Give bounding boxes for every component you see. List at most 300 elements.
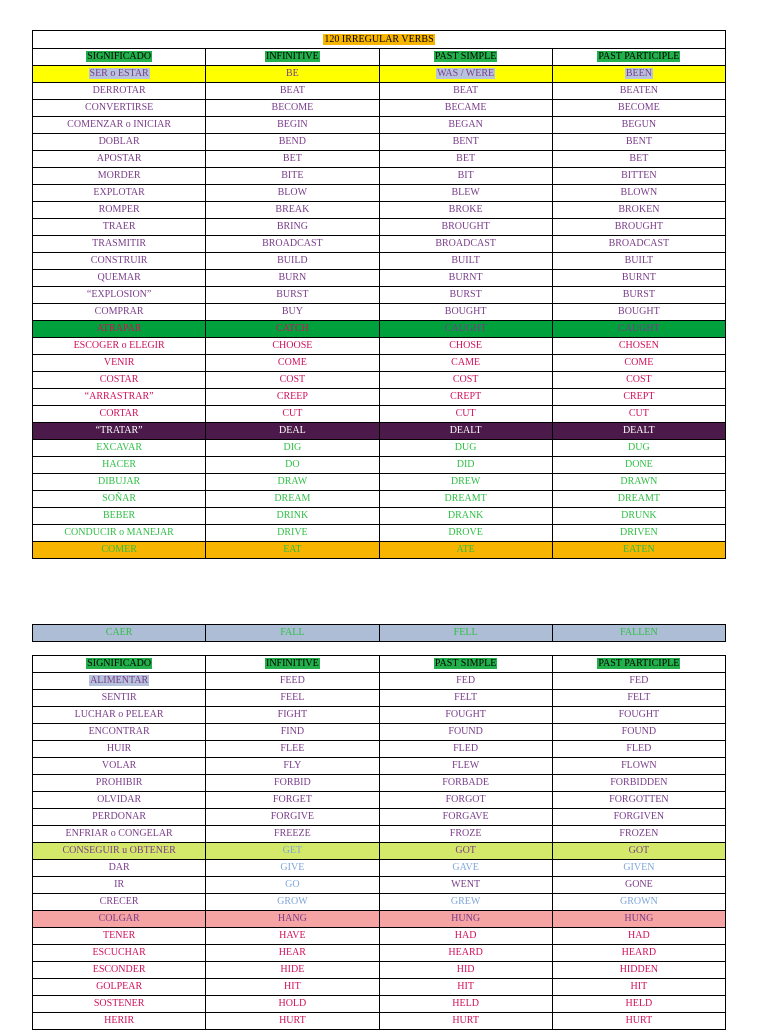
verb-cell-past-participle	[552, 826, 725, 843]
verb-text: FOUGHT	[618, 709, 660, 720]
verb-cell-past-participle	[552, 945, 725, 962]
verb-cell-past-simple	[379, 741, 552, 758]
verb-cell-infinitive	[206, 151, 379, 168]
verb-text: SENTIR	[101, 692, 137, 703]
verb-cell-past-simple	[379, 474, 552, 491]
verb-text: DERROTAR	[92, 85, 146, 96]
verb-text: FORBADE	[442, 777, 489, 788]
verb-row	[33, 690, 726, 707]
verb-cell-significado	[33, 758, 206, 775]
verb-text: LUCHAR o PELEAR	[74, 709, 164, 720]
verb-cell-past-simple	[379, 338, 552, 355]
verb-cell-significado	[33, 304, 206, 321]
header-past-simple: PAST SIMPLE	[434, 658, 497, 669]
verb-text: BURNT	[448, 272, 483, 283]
verb-cell-infinitive	[206, 877, 379, 894]
verb-text: BIT	[457, 170, 474, 181]
verb-cell-infinitive	[206, 219, 379, 236]
verb-row	[33, 996, 726, 1013]
verb-cell-past-simple	[379, 525, 552, 542]
verb-text: COLGAR	[98, 913, 140, 924]
verb-cell-significado	[33, 542, 206, 559]
verb-cell-past-participle	[552, 843, 725, 860]
verb-cell-significado	[33, 66, 206, 83]
verb-cell-past-participle	[552, 389, 725, 406]
verb-cell-infinitive	[206, 690, 379, 707]
verb-row	[33, 979, 726, 996]
verb-cell-past-simple	[379, 945, 552, 962]
verb-text: FREEZE	[274, 828, 311, 839]
verb-row	[33, 321, 726, 338]
verb-row	[33, 758, 726, 775]
verb-row	[33, 151, 726, 168]
verb-text: BET	[282, 153, 302, 164]
verb-text: FLEW	[452, 760, 480, 771]
verb-text: BROADCAST	[435, 238, 496, 249]
verb-text: FORGOT	[445, 794, 486, 805]
verb-cell-past-participle	[552, 168, 725, 185]
verb-cell-infinitive	[206, 508, 379, 525]
verb-text: BURN	[278, 272, 307, 283]
verb-text: FED	[629, 675, 649, 686]
verb-text: FLEE	[280, 743, 305, 754]
verb-row	[33, 707, 726, 724]
verb-text: FALL	[280, 627, 305, 638]
verb-text: OLVIDAR	[97, 794, 142, 805]
verb-row	[33, 962, 726, 979]
verb-text: VOLAR	[101, 760, 137, 771]
verb-cell-infinitive	[206, 168, 379, 185]
verb-text: APOSTAR	[96, 153, 142, 164]
verb-cell-significado	[33, 911, 206, 928]
verb-text: FLOWN	[621, 760, 657, 771]
verb-text: HIDE	[280, 964, 305, 975]
verb-cell-significado	[33, 117, 206, 134]
verb-cell-past-simple	[379, 304, 552, 321]
verb-row	[33, 673, 726, 690]
verb-cell-infinitive	[206, 707, 379, 724]
verb-cell-past-simple	[379, 775, 552, 792]
verb-cell-past-simple	[379, 219, 552, 236]
verb-cell-infinitive	[206, 253, 379, 270]
verb-cell-past-participle	[552, 690, 725, 707]
verb-text: FEED	[279, 675, 305, 686]
verb-text: COST	[626, 374, 652, 385]
verb-text: DRUNK	[621, 510, 657, 521]
verb-cell-infinitive	[206, 389, 379, 406]
verb-cell-significado	[33, 962, 206, 979]
verb-text: HACER	[102, 459, 137, 470]
verb-text: DO	[285, 459, 300, 470]
verb-row	[33, 809, 726, 826]
verb-text: EXCAVAR	[96, 442, 142, 453]
verb-cell-past-simple	[379, 1013, 552, 1030]
verb-row	[33, 792, 726, 809]
verb-cell-significado	[33, 287, 206, 304]
verb-text: DIBUJAR	[98, 476, 141, 487]
verb-cell-past-simple	[379, 877, 552, 894]
verb-text: HIDDEN	[619, 964, 659, 975]
verb-text: DRIVEN	[619, 527, 658, 538]
verb-cell-past-participle	[552, 134, 725, 151]
verb-cell-significado	[33, 625, 206, 642]
verb-text: HUNG	[451, 913, 481, 924]
verb-text: DRIVE	[277, 527, 308, 538]
verb-cell-past-participle	[552, 625, 725, 642]
verb-text: CORTAR	[99, 408, 139, 419]
verb-text: ATRAPAR	[96, 323, 142, 334]
verb-cell-infinitive	[206, 809, 379, 826]
verb-text: DREAMT	[444, 493, 487, 504]
verb-text: GOLPEAR	[96, 981, 143, 992]
verb-cell-past-participle	[552, 491, 725, 508]
verb-cell-past-participle	[552, 185, 725, 202]
verb-text: BEEN	[625, 68, 652, 79]
verb-text: COST	[279, 374, 306, 385]
verb-row	[33, 508, 726, 525]
verb-text: BUILT	[624, 255, 654, 266]
verb-text: FORGIVE	[270, 811, 315, 822]
verb-row	[33, 724, 726, 741]
verb-row	[33, 287, 726, 304]
verb-cell-significado	[33, 741, 206, 758]
verb-row	[33, 355, 726, 372]
verb-cell-significado	[33, 843, 206, 860]
verb-text: FORBIDDEN	[610, 777, 668, 788]
verb-text: BURST	[276, 289, 309, 300]
verb-text: CUT	[282, 408, 303, 419]
verb-text: BEBER	[103, 510, 136, 521]
verb-cell-infinitive	[206, 100, 379, 117]
verb-text: BUILT	[451, 255, 480, 266]
verb-cell-past-simple	[379, 843, 552, 860]
verb-cell-infinitive	[206, 372, 379, 389]
verb-cell-past-participle	[552, 219, 725, 236]
header-cell	[33, 656, 206, 673]
verb-row	[33, 406, 726, 423]
verb-text: COST	[452, 374, 479, 385]
fall-row-body	[33, 625, 726, 642]
verb-row	[33, 423, 726, 440]
verb-text: ESCONDER	[92, 964, 146, 975]
verb-text: BECOME	[271, 102, 314, 113]
verb-cell-past-simple	[379, 491, 552, 508]
verb-cell-past-participle	[552, 321, 725, 338]
verb-cell-infinitive	[206, 440, 379, 457]
verb-cell-past-simple	[379, 236, 552, 253]
verb-text: TENER	[103, 930, 136, 941]
verb-text: HOLD	[278, 998, 307, 1009]
verb-cell-past-participle	[552, 236, 725, 253]
verb-text: BUY	[281, 306, 303, 317]
verb-text: CONVERTIRSE	[84, 102, 154, 113]
verb-text: GIVE	[280, 862, 305, 873]
verb-text: TRASMITIR	[92, 238, 147, 249]
verb-cell-significado	[33, 508, 206, 525]
title-row	[33, 31, 726, 49]
verb-text: BROKEN	[618, 204, 660, 215]
verb-cell-past-simple	[379, 996, 552, 1013]
verb-text: ENFRIAR o CONGELAR	[65, 828, 173, 839]
verb-text: CONDUCIR o MANEJAR	[64, 527, 174, 538]
verb-text: HELD	[625, 998, 653, 1009]
verb-text: FLED	[626, 743, 652, 754]
verb-cell-significado	[33, 474, 206, 491]
verb-text: BEAT	[279, 85, 305, 96]
verb-cell-past-simple	[379, 372, 552, 389]
verb-row	[33, 338, 726, 355]
verb-text: PROHIBIR	[95, 777, 143, 788]
verb-cell-past-participle	[552, 877, 725, 894]
verb-cell-infinitive	[206, 338, 379, 355]
verb-row	[33, 928, 726, 945]
verb-text: IR	[114, 879, 125, 890]
verb-text: HAD	[628, 930, 650, 941]
verb-text: DID	[456, 459, 475, 470]
verb-cell-significado	[33, 151, 206, 168]
verb-cell-significado	[33, 1013, 206, 1030]
verb-text: HEARD	[621, 947, 657, 958]
verb-cell-past-participle	[552, 894, 725, 911]
verb-text: BECAME	[444, 102, 487, 113]
verb-cell-significado	[33, 724, 206, 741]
verb-cell-past-participle	[552, 979, 725, 996]
verb-cell-significado	[33, 792, 206, 809]
verb-text: FLY	[283, 760, 302, 771]
verb-cell-past-simple	[379, 979, 552, 996]
verb-cell-past-participle	[552, 253, 725, 270]
verb-text: HERIR	[104, 1015, 135, 1026]
verb-cell-past-participle	[552, 151, 725, 168]
verb-cell-past-participle	[552, 287, 725, 304]
verb-cell-significado	[33, 270, 206, 287]
verb-text: CAUGHT	[618, 323, 660, 334]
verb-text: FELL	[453, 627, 478, 638]
verb-cell-significado	[33, 491, 206, 508]
verb-cell-significado	[33, 100, 206, 117]
verb-cell-significado	[33, 809, 206, 826]
verb-text: DRANK	[447, 510, 484, 521]
verb-text: FLED	[453, 743, 479, 754]
verb-cell-significado	[33, 134, 206, 151]
verb-text: CONSTRUIR	[90, 255, 148, 266]
verb-text: EXPLOTAR	[93, 187, 145, 198]
verb-cell-past-simple	[379, 66, 552, 83]
verb-text: HANG	[277, 913, 307, 924]
verb-text: CHOSE	[449, 340, 483, 351]
verb-text: HUIR	[106, 743, 132, 754]
verb-text: SER o ESTAR	[89, 68, 149, 79]
verb-cell-significado	[33, 355, 206, 372]
verb-row	[33, 168, 726, 185]
verb-cell-infinitive	[206, 979, 379, 996]
verb-cell-significado	[33, 372, 206, 389]
verb-text: CUT	[455, 408, 476, 419]
verb-text: CONSEGUIR u OBTENER	[62, 845, 176, 856]
verb-text: BEGAN	[448, 119, 483, 130]
verb-cell-past-participle	[552, 474, 725, 491]
verb-text: DEALT	[449, 425, 482, 436]
verb-text: BROUGHT	[441, 221, 490, 232]
verb-text: HURT	[279, 1015, 306, 1026]
verb-cell-past-simple	[379, 202, 552, 219]
irregular-verbs-table-1	[32, 30, 726, 559]
verb-row	[33, 877, 726, 894]
verb-text: CREEP	[276, 391, 308, 402]
verb-cell-past-participle	[552, 1013, 725, 1030]
verb-text: FORGAVE	[442, 811, 489, 822]
verb-text: QUEMAR	[97, 272, 141, 283]
verb-text: MORDER	[97, 170, 141, 181]
verb-text: CREPT	[450, 391, 482, 402]
verb-cell-past-simple	[379, 168, 552, 185]
verb-cell-significado	[33, 423, 206, 440]
verb-cell-past-simple	[379, 724, 552, 741]
verb-cell-past-participle	[552, 423, 725, 440]
verb-cell-past-participle	[552, 270, 725, 287]
verb-cell-past-participle	[552, 673, 725, 690]
verb-cell-significado	[33, 775, 206, 792]
verb-cell-past-participle	[552, 304, 725, 321]
verb-cell-infinitive	[206, 996, 379, 1013]
verb-text: FIND	[280, 726, 305, 737]
fall-row-table	[32, 624, 726, 642]
verb-text: BOUGHT	[618, 306, 660, 317]
verb-text: COMER	[101, 544, 137, 555]
verb-text: DRAWN	[620, 476, 658, 487]
verb-text: BEGIN	[277, 119, 308, 130]
verb-row	[33, 134, 726, 151]
verb-text: GROWN	[619, 896, 658, 907]
verb-row	[33, 625, 726, 642]
verb-cell-past-simple	[379, 758, 552, 775]
verb-cell-significado	[33, 389, 206, 406]
verb-cell-past-simple	[379, 690, 552, 707]
verb-cell-past-participle	[552, 996, 725, 1013]
verb-text: HAD	[454, 930, 477, 941]
verb-text: GET	[282, 845, 303, 856]
verb-cell-infinitive	[206, 758, 379, 775]
verb-cell-past-participle	[552, 372, 725, 389]
verb-text: DIG	[283, 442, 302, 453]
verb-text: SOÑAR	[102, 493, 137, 504]
verb-text: FOUGHT	[445, 709, 486, 720]
verb-text: ATE	[456, 544, 475, 555]
verb-cell-past-simple	[379, 423, 552, 440]
verb-text: BROADCAST	[262, 238, 323, 249]
verb-text: BURNT	[621, 272, 656, 283]
verb-cell-past-simple	[379, 83, 552, 100]
verb-text: BLOW	[277, 187, 308, 198]
verb-text: DUG	[454, 442, 477, 453]
verb-cell-past-simple	[379, 355, 552, 372]
verb-text: SOSTENER	[93, 998, 145, 1009]
verb-cell-significado	[33, 219, 206, 236]
header-cell	[552, 656, 725, 673]
verb-row	[33, 741, 726, 758]
verb-text: HURT	[452, 1015, 479, 1026]
verb-cell-past-simple	[379, 134, 552, 151]
verb-text: DRINK	[276, 510, 309, 521]
verb-cell-past-participle	[552, 792, 725, 809]
verb-cell-significado	[33, 673, 206, 690]
verb-cell-past-participle	[552, 457, 725, 474]
verb-text: CHOSEN	[618, 340, 659, 351]
verb-cell-past-simple	[379, 860, 552, 877]
verb-cell-infinitive	[206, 741, 379, 758]
verb-text: “ARRASTRAR”	[84, 391, 154, 402]
verb-cell-past-participle	[552, 100, 725, 117]
header-row	[33, 656, 726, 673]
verb-cell-significado	[33, 457, 206, 474]
verb-row	[33, 202, 726, 219]
verb-row	[33, 440, 726, 457]
verb-text: COMENZAR o INICIAR	[67, 119, 172, 130]
verb-text: “TRATAR”	[95, 425, 143, 436]
verb-cell-significado	[33, 690, 206, 707]
verb-cell-significado	[33, 338, 206, 355]
verb-cell-infinitive	[206, 525, 379, 542]
verb-text: BRING	[276, 221, 308, 232]
verb-text: HIT	[457, 981, 474, 992]
verb-cell-infinitive	[206, 673, 379, 690]
verb-text: GIVEN	[623, 862, 655, 873]
verb-text: BURST	[449, 289, 482, 300]
verb-cell-significado	[33, 406, 206, 423]
verb-cell-past-participle	[552, 758, 725, 775]
verb-cell-infinitive	[206, 321, 379, 338]
verb-text: FELT	[627, 692, 651, 703]
verb-text: BENT	[452, 136, 479, 147]
verb-cell-infinitive	[206, 860, 379, 877]
verb-cell-significado	[33, 826, 206, 843]
verb-cell-past-simple	[379, 809, 552, 826]
verb-cell-infinitive	[206, 236, 379, 253]
verb-row	[33, 843, 726, 860]
verb-text: CUT	[628, 408, 649, 419]
verb-cell-past-participle	[552, 83, 725, 100]
header-significado: SIGNIFICADO	[87, 658, 152, 669]
verb-cell-past-simple	[379, 508, 552, 525]
verb-row	[33, 100, 726, 117]
verb-cell-infinitive	[206, 962, 379, 979]
verb-cell-past-simple	[379, 321, 552, 338]
verb-cell-past-participle	[552, 66, 725, 83]
verb-text: HIT	[284, 981, 301, 992]
verb-text: FED	[456, 675, 476, 686]
header-cell	[33, 49, 206, 66]
table-1-body	[33, 31, 726, 559]
verb-text: CAER	[105, 627, 133, 638]
verb-text: CATCH	[275, 323, 309, 334]
verb-cell-significado	[33, 202, 206, 219]
verb-text: COSTAR	[99, 374, 139, 385]
verb-text: HELD	[452, 998, 479, 1009]
verb-cell-past-simple	[379, 792, 552, 809]
verb-cell-past-simple	[379, 542, 552, 559]
header-infinitive: INFINITIVE	[265, 51, 319, 62]
verb-row	[33, 911, 726, 928]
verb-row	[33, 117, 726, 134]
verb-row	[33, 236, 726, 253]
verb-text: BENT	[625, 136, 652, 147]
verb-cell-significado	[33, 945, 206, 962]
verb-cell-past-participle	[552, 707, 725, 724]
verb-text: BEGUN	[621, 119, 657, 130]
verb-text: FORBID	[274, 777, 311, 788]
verb-row	[33, 372, 726, 389]
verb-cell-past-simple	[379, 707, 552, 724]
